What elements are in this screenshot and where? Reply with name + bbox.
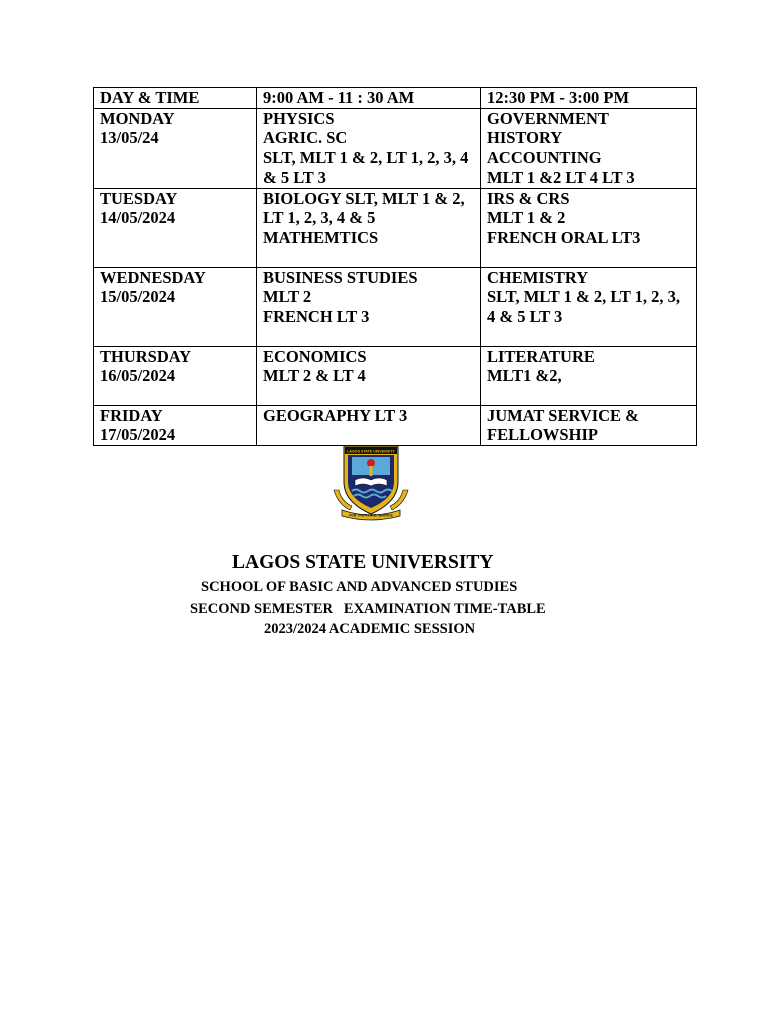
day-cell: WEDNESDAY 15/05/2024 [94, 267, 257, 346]
crest-torch-flame [367, 459, 375, 467]
school-name: SCHOOL OF BASIC AND ADVANCED STUDIES [201, 579, 518, 595]
day-cell: TUESDAY 14/05/2024 [94, 188, 257, 267]
afternoon-cell: CHEMISTRY SLT, MLT 1 & 2, LT 1, 2, 3, 4 & 5 LT 3 [481, 267, 697, 346]
crest-motto-text: FOR TRUTH AND SERVICE [349, 513, 393, 518]
table-row [94, 267, 697, 346]
crest-top-text: LAGOS STATE UNIVERSITY [347, 449, 395, 454]
university-crest-logo [330, 444, 412, 522]
semester-title: SECOND SEMESTER EXAMINATION TIME-TABLE [190, 601, 546, 617]
day-cell: FRIDAY 17/05/2024 [94, 405, 257, 445]
table-row [94, 346, 697, 405]
morning-cell: BUSINESS STUDIES MLT 2 FRENCH LT 3 [257, 267, 481, 346]
afternoon-cell: JUMAT SERVICE & FELLOWSHIP [481, 405, 697, 445]
morning-cell: ECONOMICS MLT 2 & LT 4 [257, 346, 481, 405]
morning-cell: BIOLOGY SLT, MLT 1 & 2, LT 1, 2, 3, 4 & 5 MATHEMTICS [257, 188, 481, 267]
table-row [94, 188, 697, 267]
header-day-time: DAY & TIME [94, 88, 257, 109]
day-cell: MONDAY 13/05/24 [94, 108, 257, 188]
afternoon-cell: GOVERNMENT HISTORY ACCOUNTING MLT 1 &2 LT 4 LT 3 [481, 108, 697, 188]
afternoon-cell: IRS & CRS MLT 1 & 2 FRENCH ORAL LT3 [481, 188, 697, 267]
exam-timetable [93, 87, 697, 446]
crest-torch-handle [370, 466, 373, 476]
university-name: LAGOS STATE UNIVERSITY [232, 552, 494, 573]
table-row [94, 405, 697, 445]
afternoon-cell: LITERATURE MLT1 &2, [481, 346, 697, 405]
table-header-row [94, 88, 697, 109]
morning-cell: GEOGRAPHY LT 3 [257, 405, 481, 445]
header-morning-slot: 9:00 AM - 11 : 30 AM [257, 88, 481, 109]
morning-cell: PHYSICS AGRIC. SC SLT, MLT 1 & 2, LT 1, 2, 3, 4 & 5 LT 3 [257, 108, 481, 188]
header-afternoon-slot: 12:30 PM - 3:00 PM [481, 88, 697, 109]
day-cell: THURSDAY 16/05/2024 [94, 346, 257, 405]
table-row [94, 108, 697, 188]
academic-session: 2023/2024 ACADEMIC SESSION [264, 621, 476, 637]
